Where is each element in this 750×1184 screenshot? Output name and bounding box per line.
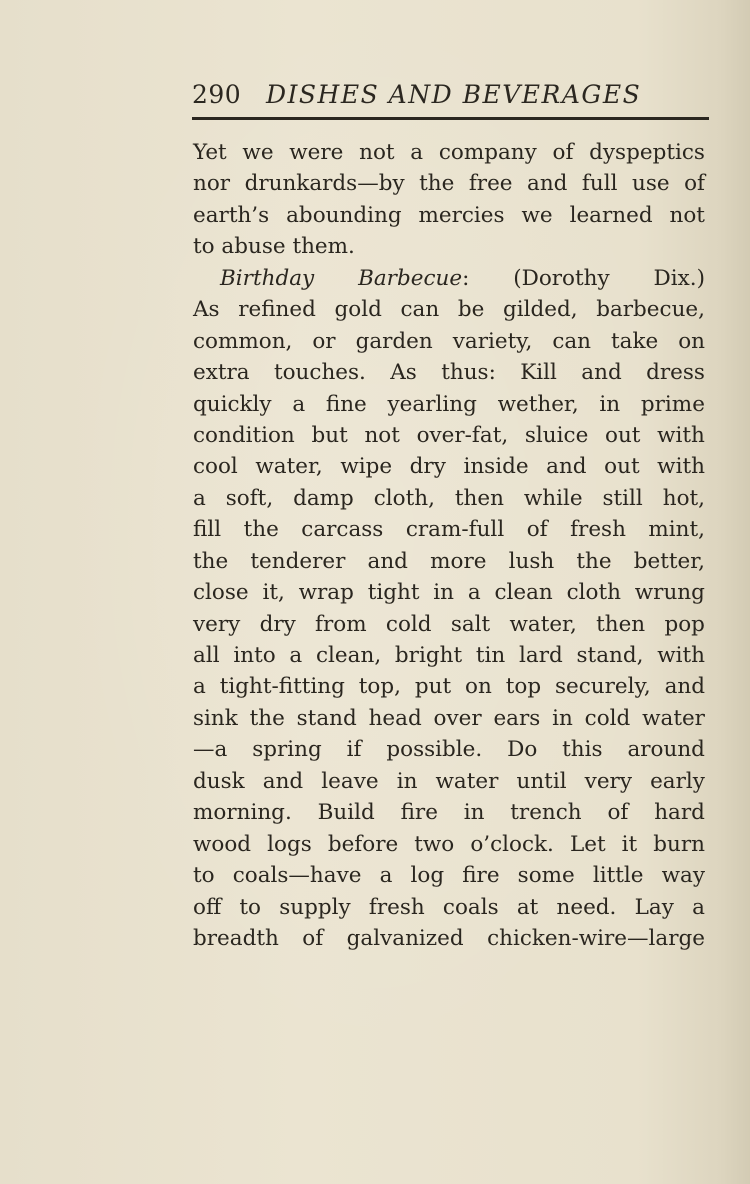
text-line: all into a clean, bright tin lard stand, with [193, 643, 705, 668]
text-line: extra touches. As thus: Kill and dress [193, 360, 705, 386]
text-line: common, or garden variety, can take on [193, 328, 705, 354]
text-line: morning. Build fire in trench of hard [193, 800, 705, 826]
text-line: to coals—have a log fire some little way [193, 863, 705, 889]
text-line: fill the carcass cram-full of fresh mint, [193, 517, 705, 543]
text-line: —a spring if possible. Do this around [193, 737, 705, 763]
text-line: the tenderer and more lush the better, [193, 548, 705, 574]
text-line: Birthday Barbecue: (Dorothy Dix.) [220, 265, 705, 291]
text-line: wood logs before two o’clock. Let it burn [193, 831, 705, 857]
text-line: quickly a fine yearling wether, in prime [193, 391, 705, 417]
text-line: breadth of galvanized chicken-wire—large [193, 925, 705, 951]
text-line: a tight-fitting top, put on top securely, and [193, 674, 705, 700]
text-line: dusk and leave in water until very early [193, 768, 705, 794]
text-line: very dry from cold salt water, then pop [193, 611, 705, 637]
body-text [193, 137, 705, 954]
text-line: off to supply fresh coals at need. Lay a [193, 894, 705, 920]
running-head [192, 74, 710, 116]
text-line: cool water, wipe dry inside and out with [193, 454, 705, 480]
text-line: sink the stand head over ears in cold water [193, 705, 705, 731]
text-line: to abuse them. [193, 234, 355, 260]
text-line: a soft, damp cloth, then while still hot, [193, 485, 705, 511]
text-line: nor drunkards—by the free and full use of [193, 171, 705, 197]
text-line: As refined gold can be gilded, barbecue, [193, 297, 705, 323]
text-line: earth’s abounding mercies we learned not [193, 202, 705, 228]
text-line: condition but not over-fat, sluice out with [193, 422, 705, 448]
header-rule [192, 117, 709, 120]
text-line: Yet we were not a company of dyspeptics [193, 140, 705, 165]
running-title: DISHES AND BEVERAGES [266, 80, 642, 109]
text-line: close it, wrap tight in a clean cloth wrung [193, 580, 705, 606]
page-number: 290 [192, 80, 242, 109]
